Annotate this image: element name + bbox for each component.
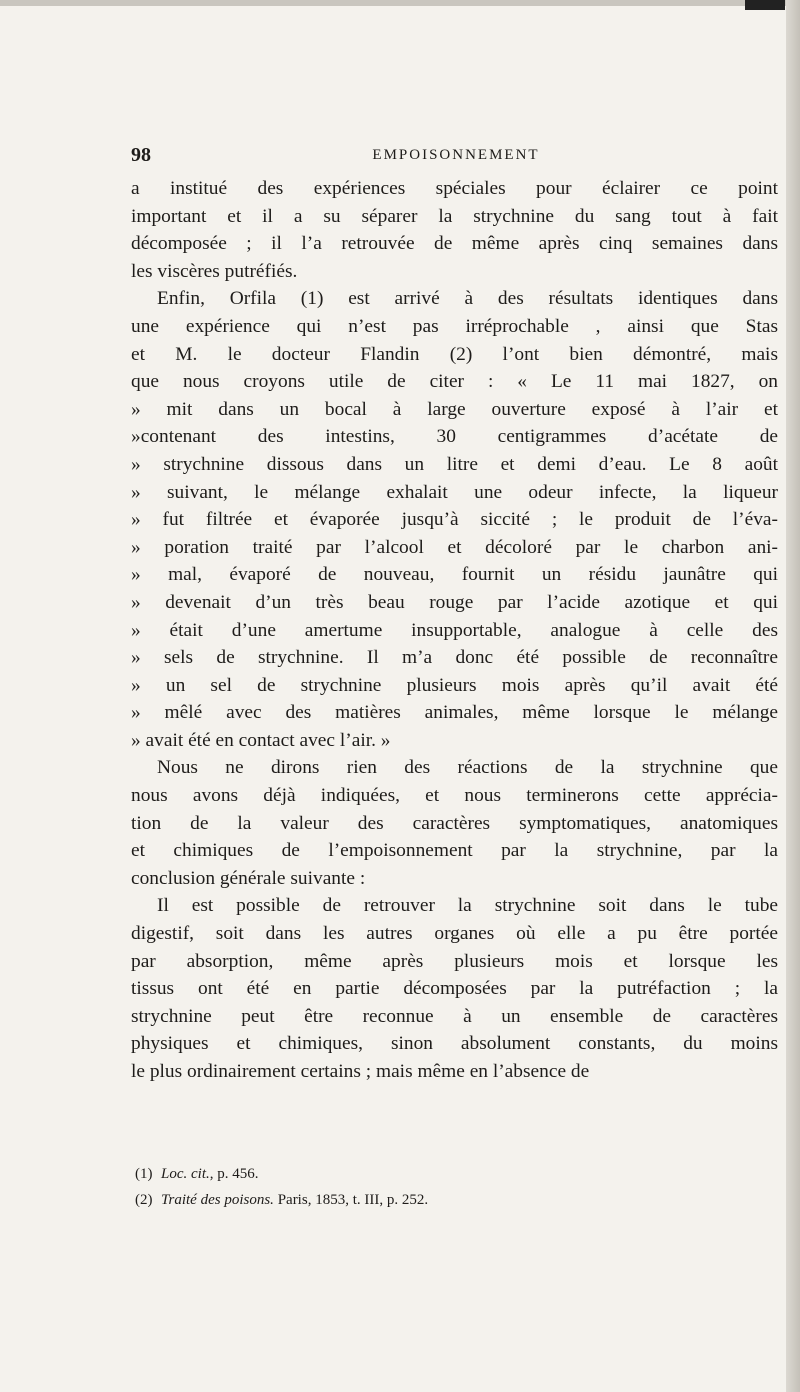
text-line: Enfin, Orfila (1) est arrivé à des résultats identiques dans: [157, 288, 778, 310]
footnote-text: Paris, 1853, t. III, p. 252.: [273, 1192, 429, 1208]
text-line: nous avons déjà indiquées, et nous terminerons cette apprécia-: [131, 785, 778, 807]
paragraph: [131, 892, 778, 1085]
text-line: » avait été en contact avec l’air. »: [131, 729, 391, 751]
text-line: décomposée ; il l’a retrouvée de même après cinq semaines dans: [131, 233, 778, 255]
body-text: [131, 175, 778, 1086]
text-line: important et il a su séparer la strychnine du sang tout à fait: [131, 205, 778, 227]
running-head: EMPOISONNEMENT: [372, 147, 540, 163]
footnote: [131, 1161, 778, 1187]
text-line: les viscères putréfiés.: [131, 260, 298, 282]
text-line: » fut filtrée et évaporée jusqu’à siccité ; le produit de l’éva-: [131, 509, 778, 531]
paragraph: [131, 175, 778, 285]
text-line: » mit dans un bocal à large ouverture exposé à l’air et: [131, 398, 778, 420]
text-line: conclusion générale suivante :: [131, 867, 366, 889]
text-line: et chimiques de l’empoisonnement par la strychnine, par la: [131, 840, 778, 862]
text-line: » suivant, le mélange exhalait une odeur infecte, la liqueur: [131, 481, 778, 503]
page-number: 98: [131, 144, 151, 166]
text-line: » mal, évaporé de nouveau, fournit un résidu jaunâtre qui: [131, 564, 778, 586]
footnote-mark: (1): [135, 1166, 153, 1182]
footnote: [131, 1187, 778, 1213]
page-corner-mark: [745, 0, 785, 10]
footnote-reference: Traité des poisons.: [161, 1192, 274, 1208]
text-line: a institué des expériences spéciales pour éclairer ce point: [131, 178, 778, 199]
text-line: strychnine peut être reconnue à un ensemble de caractères: [131, 1005, 778, 1027]
footnote-text: , p. 456.: [209, 1166, 259, 1182]
text-line: » sels de strychnine. Il m’a donc été possible de reconnaître: [131, 647, 778, 669]
text-line: digestif, soit dans les autres organes où elle a pu être portée: [131, 923, 778, 945]
page-top-edge: [0, 0, 800, 6]
text-line: et M. le docteur Flandin (2) l’ont bien démontré, mais: [131, 343, 778, 365]
text-line: » poration traité par l’alcool et décoloré par le charbon ani-: [131, 536, 778, 558]
text-line: » était d’une amertume insupportable, analogue à celle des: [131, 619, 778, 641]
text-line: » strychnine dissous dans un litre et demi d’eau. Le 8 août: [131, 453, 778, 475]
footnote-mark: (2): [135, 1192, 153, 1208]
text-line: » un sel de strychnine plusieurs mois après qu’il avait été: [131, 674, 778, 696]
text-line: par absorption, même après plusieurs mois et lorsque les: [131, 950, 778, 972]
text-line: physiques et chimiques, sinon absolument constants, du moins: [131, 1033, 778, 1055]
paragraph: [131, 285, 778, 754]
text-line: tissus ont été en partie décomposées par la putréfaction ; la: [131, 978, 778, 1000]
page-right-edge: [786, 0, 800, 1392]
footnote-reference: Loc. cit.: [161, 1166, 210, 1182]
text-line: » devenait d’un très beau rouge par l’acide azotique et qui: [131, 591, 778, 613]
text-line: le plus ordinairement certains ; mais même en l’absence de: [131, 1061, 590, 1082]
text-line: tion de la valeur des caractères symptomatiques, anatomiques: [131, 812, 778, 834]
page-header: [131, 144, 781, 174]
text-line: »contenant des intestins, 30 centigrammes d’acétate de: [131, 426, 778, 448]
footnotes: [131, 1161, 778, 1213]
text-line: Il est possible de retrouver la strychnine soit dans le tube: [157, 895, 778, 917]
text-line: une expérience qui n’est pas irréprochable , ainsi que Stas: [131, 315, 778, 337]
paragraph: [131, 754, 778, 892]
text-line: » mêlé avec des matières animales, même lorsque le mélange: [131, 702, 778, 724]
text-line: Nous ne dirons rien des réactions de la strychnine que: [157, 757, 778, 779]
text-line: que nous croyons utile de citer : « Le 11 mai 1827, on: [131, 371, 778, 393]
